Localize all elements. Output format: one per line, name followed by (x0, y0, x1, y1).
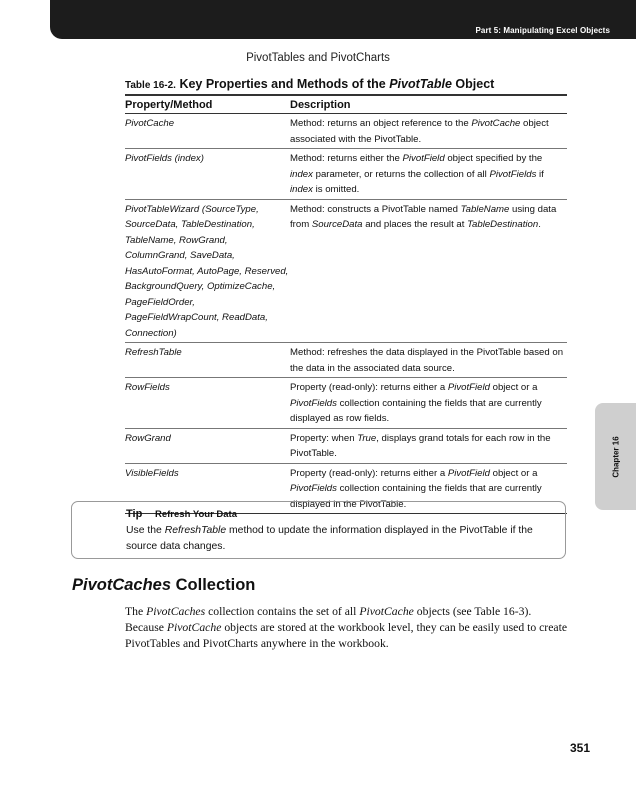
text-run: Method: refreshes the data displayed in the PivotTable based on the data in the associated data source. (290, 347, 564, 374)
text-run: Property (read-only): returns either a (290, 382, 448, 393)
text-run: . (538, 219, 541, 230)
text-run: , displays grand totals for each row in the PivotTable. (290, 432, 551, 459)
italic-run: PivotCache (166, 621, 222, 634)
italic-run: PivotField (402, 153, 445, 164)
text-run: is omitted. (312, 184, 360, 195)
text-run: Method: returns either the (290, 153, 403, 164)
section-heading-italic: PivotCaches (72, 576, 172, 594)
table-title-text: Key Properties and Methods of the (179, 77, 390, 91)
italic-run: SourceData (311, 219, 363, 230)
italic-run: PivotCache (471, 118, 521, 129)
chapter-tab-label: Chapter 16 (611, 435, 620, 478)
table-row (125, 428, 567, 463)
description-cell (290, 199, 567, 343)
body-paragraph (125, 604, 570, 652)
table-number: Table 16-2. (125, 80, 176, 91)
property-name-cell: VisibleFields (125, 463, 290, 514)
text-run: collection containing the fields that are currently displayed in the PivotTable. (290, 483, 542, 510)
text-run: Property (read-only): returns either a (290, 467, 448, 479)
tip-label: Tip (126, 508, 143, 520)
tip-title: Refresh Your Data (155, 509, 238, 520)
description-cell (290, 428, 567, 463)
tip-box (71, 501, 566, 559)
table-row (125, 199, 567, 343)
table-row (125, 378, 567, 429)
text-run: collection containing the fields that are currently displayed as row fields. (290, 397, 542, 424)
italic-run: PivotField (447, 382, 490, 393)
description-cell (290, 149, 567, 200)
page-number: 351 (570, 741, 591, 755)
italic-run: True (357, 432, 377, 444)
text-run: object specified by the (444, 153, 543, 164)
section-heading-rest: Collection (171, 576, 256, 594)
text-run: if (536, 168, 544, 180)
table-header-row (125, 95, 567, 114)
text-run: Method: returns an object reference to the (290, 118, 472, 129)
italic-run: PivotCaches (146, 605, 206, 618)
table-row (125, 114, 567, 149)
property-name-cell: PivotFields (index) (125, 149, 290, 200)
text-run: objects are stored at the workbook level, they can be easily used to create PivotTables and PivotCharts anywhere in the workbook. (125, 621, 568, 650)
text-run: using data from (290, 203, 557, 230)
table-body (125, 114, 567, 514)
text-run: Method: constructs a PivotTable named (290, 203, 461, 215)
description-cell (290, 378, 567, 429)
running-head: PivotTables and PivotCharts (246, 52, 390, 64)
italic-run: index (290, 184, 313, 195)
property-name-cell: PivotCache (125, 114, 290, 149)
italic-run: PivotField (447, 467, 490, 479)
property-name-cell: RowGrand (125, 428, 290, 463)
property-name-cell: PivotTableWizard (SourceType, SourceData, TableDestination, TableName, RowGrand, ColumnGrand, SaveData, HasAutoFormat, AutoPage, Reserved, BackgroundQuery, OptimizeCache, PageFieldOrder, PageFieldWrapCount, ReadData, Connection) (125, 199, 290, 343)
table-row (125, 149, 567, 200)
table-row (125, 343, 567, 378)
italic-run: RefreshTable (164, 525, 227, 536)
text-run: object or a (489, 382, 538, 393)
column-header-property: Property/Method (125, 95, 290, 114)
table-title (125, 77, 494, 91)
properties-table (125, 94, 567, 514)
italic-run: TableDestination (467, 219, 539, 230)
property-name-cell: RowFields (125, 378, 290, 429)
tip-body (126, 523, 556, 554)
text-run: Use the (126, 525, 165, 536)
column-header-description: Description (290, 95, 567, 114)
table-title-suffix: Object (451, 77, 495, 91)
text-run: object associated with the PivotTable. (290, 118, 549, 145)
description-cell (290, 114, 567, 149)
italic-run: PivotFields (290, 397, 337, 409)
italic-run: PivotFields (489, 168, 537, 180)
header-bar (50, 0, 636, 39)
section-heading (72, 576, 255, 595)
text-run: method to update the information displayed in the PivotTable if the source data changes. (126, 525, 533, 552)
table-title-object: PivotTable (389, 77, 452, 91)
italic-run: index (290, 168, 313, 180)
text-run: Property: when (290, 432, 358, 444)
chapter-tab (595, 403, 636, 510)
italic-run: PivotFields (290, 483, 337, 494)
part-title: Part 5: Manipulating Excel Objects (475, 26, 610, 35)
text-run: parameter, or returns the collection of all (312, 168, 490, 180)
property-name-cell: RefreshTable (125, 343, 290, 378)
text-run: collection contains the set of all (205, 605, 360, 618)
italic-run: PivotCache (359, 605, 414, 618)
text-run: and places the result at (362, 219, 468, 230)
text-run: The (125, 605, 147, 618)
text-run: objects (see Table 16-3). Because (125, 605, 532, 634)
text-run: object or a (489, 467, 538, 479)
description-cell (290, 343, 567, 378)
italic-run: TableName (460, 203, 510, 215)
